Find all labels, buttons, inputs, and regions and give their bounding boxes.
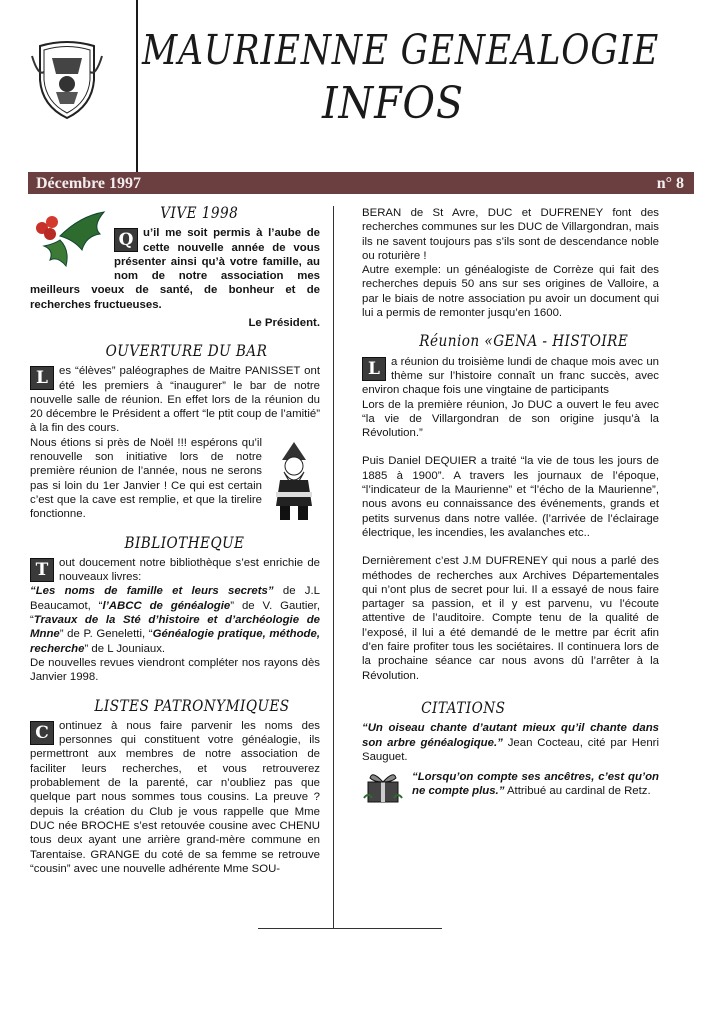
coat-of-arms-logo [30,36,104,120]
right-column [362,206,659,808]
biblio-outro: De nouvelles revues viendront compléter nos rayons dès Janvier 1998. [30,656,320,684]
citation-1-quote: “Un oiseau chante d’autant mieux qu’il chante dans son arbre généalogique.” [362,722,659,749]
book-3: Travaux de la Sté d’histoire et d’archéologie de Mnne [30,614,320,641]
vive-section [30,206,320,338]
bar-text-2: Nous étions si près de Noël !!! espérons qu’il renouvelle son initiative lors de notre première réunion de l’année, nous ne serons pas si loin du 1er Janvier ! Ce qui est certain c’est que la cave est remplie, et que la tirelire fonctionne. [30,436,262,521]
gena-heading: Réunion «GENA - HISTOIRE [419,332,629,351]
newsletter-subtitle: INFOS [322,78,464,129]
citation-1 [362,721,659,764]
gena-section [362,334,659,683]
footer-rule [258,928,442,929]
masthead-rule [136,0,138,176]
bar-heading: OUVERTURE DU BAR [105,342,268,360]
citations-heading: CITATIONS [421,698,506,717]
gena-text-3: Puis Daniel DEQUIER a traité “la vie de tous les jours de 1885 à 1900”. A travers les journaux de l’époque, “l’indicateur de la Maurienne” et “l’écho de la Maurienne”, nous avons eu connaissance des événements, grands et petits survenus dans notre vallée. (l’arrivée de l’éclairage électrique, les incendies, les avalanches etc.. [362,455,659,539]
vive-text: u’il me soit permis à l’aube de cette nouvelle année de vous présenter ainsi qu’à votre famille, au nom de notre association mes meilleurs voeux de santé, de bonheur et de recherches fructueuses. [30,227,320,311]
book-1-author: de J.L Beaucamot, “ [30,585,320,612]
vive-heading: VIVE 1998 [160,204,239,222]
continued-text-2: Autre exemple: un généalogiste de Corrèze qui fait des recherches depuis 50 ans sur ses origines de Valloire, a par le biais de notre association pu avoir un document qui lui a permis de remonter jusqu’en 1600. [362,264,659,320]
listes-heading: LISTES PATRONYMIQUES [94,696,290,715]
biblio-dropcap: T [30,558,54,582]
listes-dropcap: C [30,721,54,745]
gift-illustration [362,768,404,806]
continued-section [362,206,659,320]
newsletter-title: MAURIENNE GENEALOGIE [142,26,660,74]
citation-2-author: Attribué au cardinal de Retz. [504,785,651,798]
biblio-text [30,556,320,656]
biblio-heading: BIBLIOTHEQUE [124,533,245,552]
vive-signature: Le Président. [248,317,320,330]
holly-illustration [30,206,110,268]
issue-number: n° 8 [656,175,684,192]
citation-2-quote: “Lorsqu’on compte ses ancêtres, c’est qu’on ne compte plus.” [412,771,659,798]
book-2: l’ABCC de généalogie [102,599,231,612]
book-2-author: ” de V. Gautier, “ [30,599,321,627]
gena-dropcap: L [362,357,386,381]
book-3-author: ” de P. Geneletti, “ [59,628,153,641]
listes-text: ontinuez à nous faire parvenir les noms des personnes qui constituent votre généalogie, ils permettront aux membres de notre association de faciliter leurs recherches, et vous retrouverez probablement de la parenté, car n’oubliez pas que quelque part nous sommes tous cousins. La preuve ? depuis la création du Club je vous rappelle que Mme DUC née BROCHE s’est retouvée cousine avec CHENU tous deux ayant une arrière grand-mère commune en Tarentaise. GRANGE du coté de sa femme se retrouve “cousin” avec une nouvelle adhérente Mme SOU- [30,719,320,875]
gena-text-4: Dernièrement c’est J.M DUFRENEY qui nous a parlé des méthodes de recherches aux Archives Départementales qui n’ont plus de secret pour lui. Il a essayé de nous faire partager sa passion, et il y est parvenu, vu l’écoute attentive de l’auditoire. Compte tenu de la qualité de l’exposé, il lui a été demandé de le mettre par écrit afin d’en faire profiter tous les sociétaires. Il continuera lors de la prochaine séance car nous avons dû l’arrêter à la Révolution. [362,555,659,682]
bar-section [30,344,320,522]
book-4: Généalogie pratique, méthode, recherche [30,628,320,655]
book-4-author: ” de L Jouniaux. [84,642,166,655]
gena-text-2: Lors de la première réunion, Jo DUC a ouvert le feu avec “la vie de Villargondran de son origine jusqu’à la Révolution.” [362,398,659,440]
continued-text-1: BERAN de St Avre, DUC et DUFRENEY font des recherches communes sur les DUC de Villargondran, mais ils ne savent toujours pas s’ils sont de descendance noble ou roturière ! [362,207,659,262]
listes-section [30,696,320,877]
biblio-intro: out doucement notre bibliothèque s’est enrichie de nouveaux livres: [59,556,320,584]
biblio-section [30,533,321,685]
gena-text-1: a réunion du troisième lundi de chaque mois avec un thème sur l’histoire connaît un franc succès, avec environ chaque fois une vingtaine de participants [362,355,659,397]
book-1: “Les noms de famille et leurs secrets” [30,585,274,598]
bar-dropcap: L [30,366,54,390]
santa-illustration [268,440,320,522]
bar-text-1: es “élèves” paléographes de Maitre PANISSET ont été les premiers à “inaugurer” le bar de notre nouvelle salle de réunion. En effet lors de la réunion du 20 décembre le Président a offert “le ptit coup de l’amitié” à la fin des cours. [30,365,320,435]
citations-section [362,698,659,799]
citation-2 [362,770,659,799]
left-column [30,206,320,876]
citation-1-author: Jean Cocteau, cité par Henri Sauguet. [362,736,659,763]
issue-date: Décembre 1997 [36,175,141,192]
vive-dropcap: Q [114,228,138,252]
column-divider [333,206,334,928]
